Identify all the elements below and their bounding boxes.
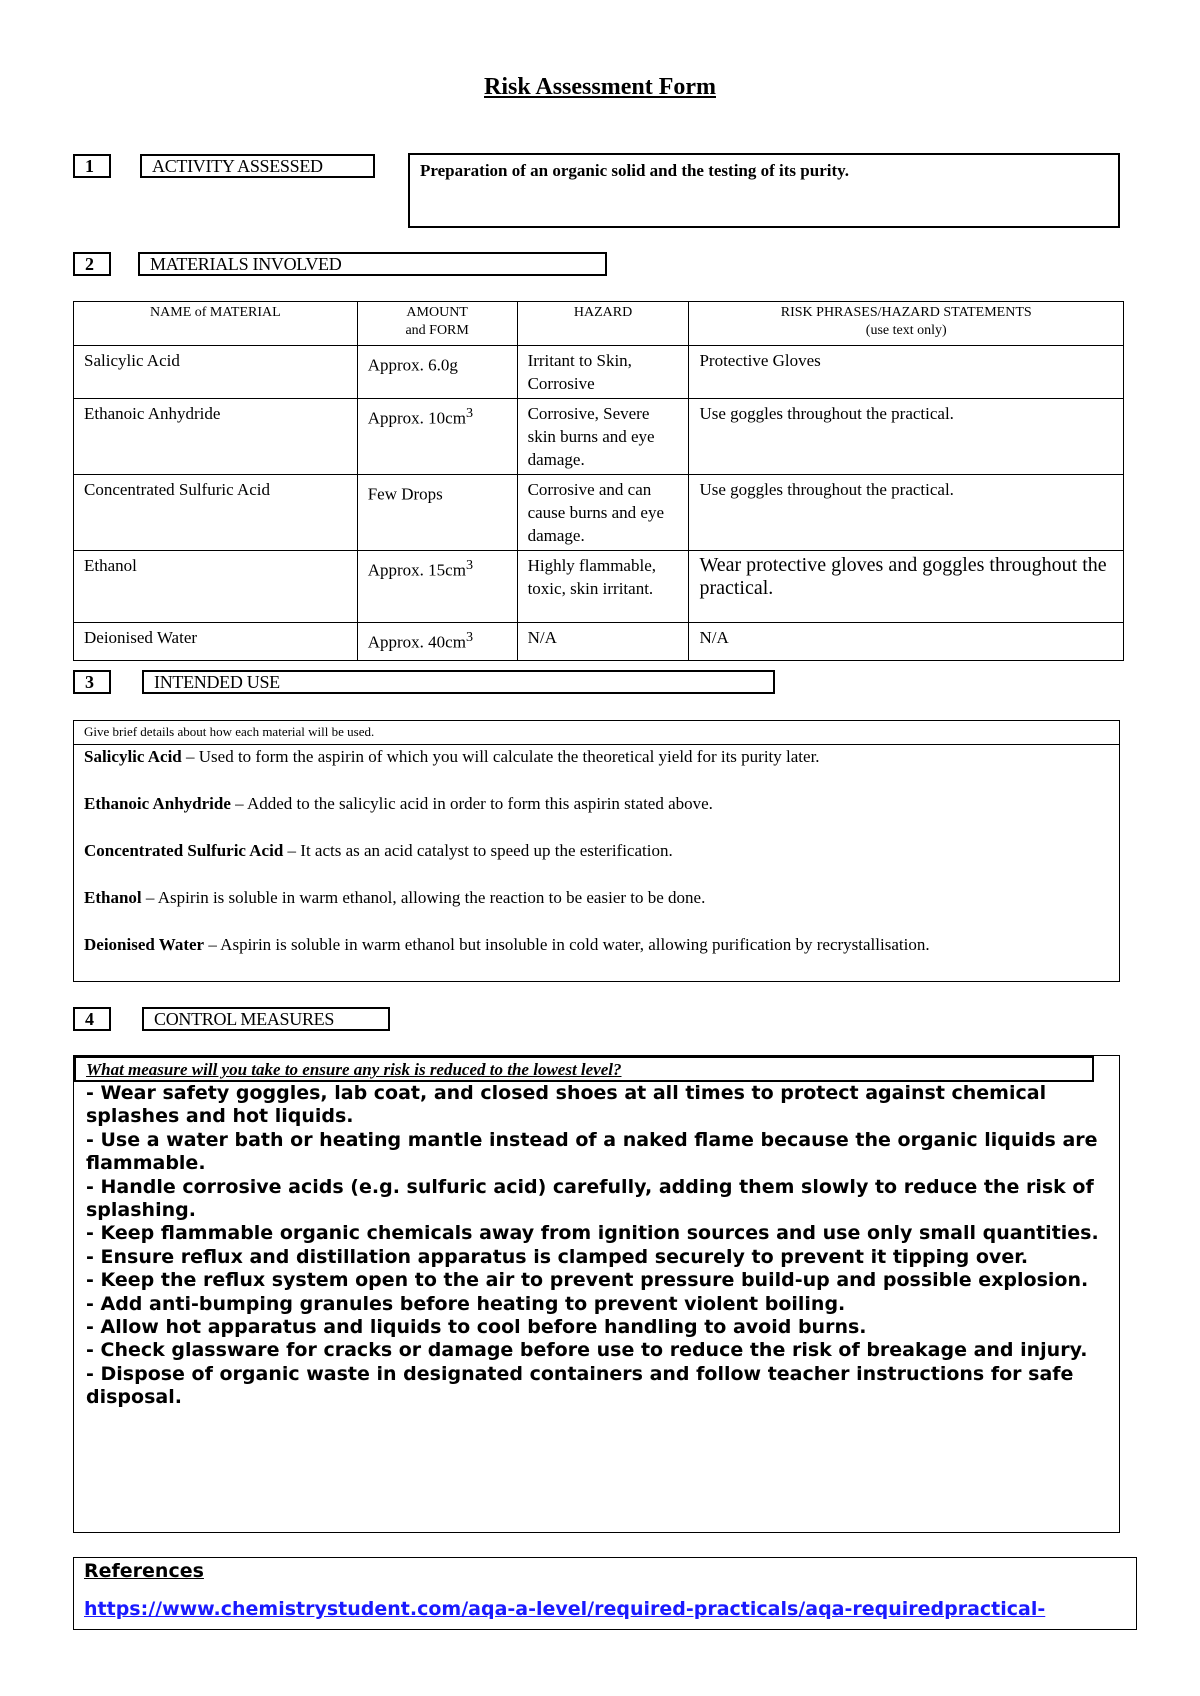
material-hazard: N/A bbox=[517, 623, 689, 661]
references-box bbox=[73, 1557, 1137, 1630]
material-risk: Protective Gloves bbox=[689, 346, 1124, 399]
table-row bbox=[74, 475, 1124, 551]
intended-use-instruction: Give brief details about how each material will be used. bbox=[74, 721, 1119, 745]
material-hazard: Corrosive, Severe skin burns and eye damage. bbox=[517, 399, 689, 475]
use-item: Ethanol – Aspirin is soluble in warm ethanol, allowing the reaction to be easier to be done. bbox=[84, 888, 706, 907]
table-row bbox=[74, 623, 1124, 661]
list-item: - Add anti-bumping granules before heating to prevent violent boiling. bbox=[86, 1292, 846, 1315]
section-4-label: CONTROL MEASURES bbox=[142, 1007, 390, 1031]
list-item: - Keep flammable organic chemicals away from ignition sources and use only small quantities. bbox=[86, 1222, 1099, 1245]
material-amount: Approx. $15cm^3$ bbox=[357, 551, 517, 623]
table-row bbox=[74, 346, 1124, 399]
control-measures-box bbox=[73, 1055, 1120, 1533]
material-hazard: Corrosive and can cause burns and eye damage. bbox=[517, 475, 689, 551]
section-4-number: 4 bbox=[73, 1007, 111, 1031]
material-name: Ethanol bbox=[74, 551, 358, 623]
references-heading: References bbox=[84, 1560, 204, 1582]
list-item: - Dispose of organic waste in designated containers and follow teacher instructions for safe disposal. bbox=[86, 1362, 1074, 1409]
material-name: Deionised Water bbox=[74, 623, 358, 661]
use-item: Ethanoic Anhydride – Added to the salicylic acid in order to form this aspirin stated above. bbox=[84, 794, 713, 813]
list-item: - Keep the reflux system open to the air to prevent pressure build-up and possible explosion. bbox=[86, 1269, 1089, 1292]
list-item: - Check glassware for cracks or damage before use to reduce the risk of breakage and injury. bbox=[86, 1339, 1088, 1362]
material-name: Ethanoic Anhydride bbox=[74, 399, 358, 475]
intended-use-box bbox=[73, 720, 1120, 982]
material-hazard: Highly flammable, toxic, skin irritant. bbox=[517, 551, 689, 623]
control-measures-list bbox=[74, 1082, 1119, 1410]
material-risk: Use goggles throughout the practical. bbox=[689, 475, 1124, 551]
material-amount: Approx. 6.0g bbox=[357, 346, 517, 399]
header-hazard: HAZARD bbox=[517, 302, 689, 346]
section-3-label: INTENDED USE bbox=[142, 670, 775, 694]
list-item: - Ensure reflux and distillation apparatus is clamped securely to prevent it tipping over. bbox=[86, 1245, 1029, 1268]
material-risk: N/A bbox=[689, 623, 1124, 661]
table-row bbox=[74, 399, 1124, 475]
materials-table bbox=[73, 301, 1124, 661]
list-item: - Wear safety goggles, lab coat, and closed shoes at all times to protect against chemical splashes and hot liquids. bbox=[86, 1082, 1047, 1128]
header-risk: RISK PHRASES/HAZARD STATEMENTS (use text only) bbox=[689, 302, 1124, 346]
section-3-number: 3 bbox=[73, 670, 111, 694]
reference-link[interactable]: https://www.chemistrystudent.com/aqa-a-level/required-practicals/aqa-requiredpractical- bbox=[84, 1598, 1046, 1620]
use-item: Concentrated Sulfuric Acid – It acts as an acid catalyst to speed up the esterification. bbox=[84, 841, 673, 860]
control-measures-question: What measure will you take to ensure any risk is reduced to the lowest level? bbox=[74, 1056, 1094, 1082]
section-1-number: 1 bbox=[73, 154, 111, 178]
section-2-number: 2 bbox=[73, 252, 111, 276]
table-header-row bbox=[74, 302, 1124, 346]
material-name: Concentrated Sulfuric Acid bbox=[74, 475, 358, 551]
material-name: Salicylic Acid bbox=[74, 346, 358, 399]
material-risk: Wear protective gloves and goggles throughout the practical. bbox=[689, 551, 1124, 623]
material-amount: Few Drops bbox=[357, 475, 517, 551]
table-row bbox=[74, 551, 1124, 623]
use-item: Salicylic Acid – Used to form the aspirin of which you will calculate the theoretical yield for its purity later. bbox=[84, 747, 820, 766]
material-hazard: Irritant to Skin, Corrosive bbox=[517, 346, 689, 399]
section-1-label: ACTIVITY ASSESSED bbox=[140, 154, 375, 178]
list-item: - Handle corrosive acids (e.g. sulfuric acid) carefully, adding them slowly to reduce the risk of splashing. bbox=[86, 1175, 1094, 1222]
section-2-label: MATERIALS INVOLVED bbox=[138, 252, 607, 276]
list-item: - Allow hot apparatus and liquids to cool before handling to avoid burns. bbox=[86, 1316, 867, 1339]
material-amount: Approx. $10cm^3$ bbox=[357, 399, 517, 475]
header-amount: AMOUNT and FORM bbox=[357, 302, 517, 346]
list-item: - Use a water bath or heating mantle instead of a naked flame because the organic liquids are flammable. bbox=[86, 1128, 1098, 1175]
header-name: NAME of MATERIAL bbox=[74, 302, 358, 346]
page-title: Risk Assessment Form bbox=[484, 74, 716, 100]
material-risk: Use goggles throughout the practical. bbox=[689, 399, 1124, 475]
activity-text: Preparation of an organic solid and the testing of its purity. bbox=[420, 161, 849, 180]
activity-assessed-box bbox=[408, 153, 1120, 228]
use-item: Deionised Water – Aspirin is soluble in warm ethanol but insoluble in cold water, allowing purification by recrystallisation. bbox=[84, 935, 930, 954]
material-amount: Approx. $40cm^3$ bbox=[357, 623, 517, 661]
